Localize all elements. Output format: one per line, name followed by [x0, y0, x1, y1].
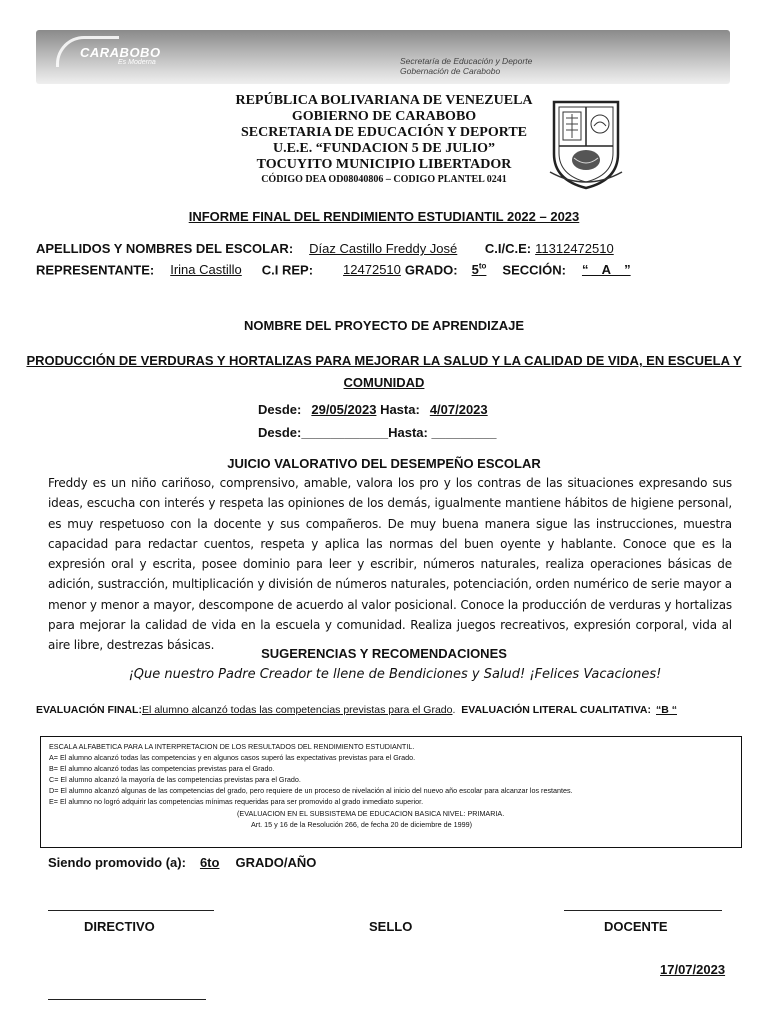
- header-line-2: GOBIERNO DE CARABOBO: [291, 109, 477, 124]
- representative-row: [36, 262, 647, 277]
- evaluation-row: EVALUACIÓN FINAL:El alumno alcanzó todas las competencias previstas para el Grado. EVALUACIÓN LITERAL CUALITATIVA: “B “: [36, 704, 677, 716]
- desde-value: 29/05/2023: [311, 402, 377, 417]
- scale-note-2: Art. 15 y 16 de la Resolución 266, de fecha 20 de diciembre de 1999): [251, 820, 472, 829]
- desde-label: Desde:: [258, 402, 302, 417]
- header-line-1: REPÚBLICA BOLIVARIANA DE VENEZUELA: [235, 93, 533, 108]
- header-line-6: CÓDIGO DEA OD08040806 – CODIGO PLANTEL 0241: [261, 174, 507, 185]
- docente-signature-line: [564, 910, 722, 911]
- grado-superscript: to: [478, 262, 487, 271]
- project-dates-row: [258, 402, 488, 417]
- ci-rep-value: 12472510: [343, 262, 401, 278]
- ci-value: 11312472510: [535, 241, 614, 256]
- docente-label: DOCENTE: [604, 919, 668, 934]
- student-label: APELLIDOS Y NOMBRES DEL ESCOLAR:: [36, 241, 294, 256]
- seccion-value: “ A ”: [581, 262, 631, 278]
- ci-label: C.I/C.E:: [484, 241, 532, 256]
- header-line-3: SECRETARIA DE EDUCACIÓN Y DEPORTE: [240, 125, 528, 140]
- directivo-label: DIRECTIVO: [84, 919, 155, 934]
- logo-text: CARABOBO: [80, 45, 161, 60]
- scale-item-b: B= El alumno alcanzó todas las competencias previstas para el Grado.: [49, 764, 275, 773]
- judgment-body: Freddy es un niño cariñoso, comprensivo, amable, valora los pro y los contras de las situaciones expresando sus ideas, escucha con interés y respeta las opiniones de los demás, igualmente mantiene hábitos de higiene personal, es muy respetuoso con la docente y sus compañeros. De muy buena manera sigue las instrucciones, muestra capacidad para redactar cuentos, respeta y aplica las normas del buen oyente y hablante. Conoce que es la expresión oral y escrita, posee dominio para leer y escribir, números naturales, realiza operaciones básicas de adición, sustracción, multiplicación y división de números naturales, potenciación, orden numérico de serie mayor a menor y menor a mayor, descompone de acuerdo al valor posicional. Conoce la producción de verduras y hortalizas para mejorar la calidad de vida en la escuela y comunidad. Realiza juegos recreativos, expresión corporal, vida al aire libre, destrezas básicas.: [48, 476, 732, 653]
- banner-line-1: Secretaría de Educación y Deporte: [400, 56, 533, 66]
- literal-evaluation-label: EVALUACIÓN LITERAL CUALITATIVA:: [461, 704, 651, 716]
- student-value: Díaz Castillo Freddy José: [309, 241, 458, 256]
- representative-label: REPRESENTANTE:: [36, 262, 155, 278]
- project-dates-blank-row: Desde:____________Hasta: _________: [258, 425, 497, 440]
- project-heading: NOMBRE DEL PROYECTO DE APRENDIZAJE: [243, 318, 525, 333]
- banner-line-2: Gobernación de Carabobo: [400, 66, 501, 76]
- seccion-label: SECCIÓN:: [502, 262, 566, 278]
- student-row: [36, 241, 614, 256]
- scale-item-d: D= El alumno alcanzó algunas de las competencias del grado, pero requiere de un proceso de nivelación al inicio del nuevo año escolar para alcanzar los restantes.: [49, 786, 573, 795]
- promotion-label: Siendo promovido (a):: [48, 855, 186, 870]
- directivo-signature-line: [48, 910, 214, 911]
- project-name-line-2: COMUNIDAD: [343, 375, 425, 390]
- report-title: INFORME FINAL DEL RENDIMIENTO ESTUDIANTIL 2022 – 2023: [188, 209, 580, 224]
- sello-label: SELLO: [369, 919, 413, 934]
- scale-item-a: A= El alumno alcanzó todas las competencias y en algunos casos superó las expectativas previstas para el Grado.: [49, 753, 416, 762]
- grading-scale-box: [40, 736, 742, 848]
- literal-evaluation-value: “B “: [656, 704, 677, 716]
- promotion-row: [48, 855, 316, 870]
- scale-title: ESCALA ALFABETICA PARA LA INTERPRETACION DE LOS RESULTADOS DEL RENDIMIENTO ESTUDIANTIL.: [49, 742, 415, 751]
- final-evaluation-value: El alumno alcanzó todas las competencias previstas para el Grado: [141, 704, 453, 716]
- grado-value: [458, 262, 503, 277]
- extra-signature-line: [48, 999, 206, 1000]
- banner-right-text: [400, 56, 640, 76]
- suggestions-text: ¡Que nuestro Padre Creador te llene de Bendiciones y Salud! ¡Felices Vacaciones!: [128, 667, 662, 682]
- scale-item-c: C= El alumno alcanzó la mayoría de las competencias previstas para el Grado.: [49, 775, 301, 784]
- grado-number: 5: [471, 262, 479, 278]
- suggestions-heading: SUGERENCIAS Y RECOMENDACIONES: [261, 646, 507, 661]
- final-evaluation-label: EVALUACIÓN FINAL:: [36, 704, 142, 716]
- carabobo-logo: [56, 36, 206, 72]
- judgment-heading: JUICIO VALORATIVO DEL DESEMPEÑO ESCOLAR: [227, 456, 541, 471]
- document-date: 17/07/2023: [660, 962, 726, 977]
- hasta-label: Hasta:: [380, 402, 420, 417]
- hasta-value: 4/07/2023: [429, 402, 488, 417]
- header-line-5: TOCUYITO MUNICIPIO LIBERTADOR: [256, 157, 512, 172]
- ci-rep-label: C.I REP:: [261, 262, 314, 278]
- header-line-4: U.E.E. “FUNDACION 5 DE JULIO”: [272, 141, 496, 156]
- coat-of-arms-seal: [548, 96, 624, 192]
- project-name-line-1: PRODUCCIÓN DE VERDURAS Y HORTALIZAS PARA MEJORAR LA SALUD Y LA CALIDAD DE VIDA, EN ESCUELA Y: [26, 353, 742, 368]
- representative-value: Irina Castillo: [170, 262, 242, 278]
- promotion-suffix: GRADO/AÑO: [235, 855, 317, 870]
- logo-subtext: Es Moderna: [118, 59, 156, 66]
- grado-label: GRADO:: [404, 262, 458, 278]
- scale-note-1: (EVALUACION EN EL SUBSISTEMA DE EDUCACION BASICA NIVEL: PRIMARIA.: [237, 809, 505, 818]
- promotion-value: 6to: [199, 855, 220, 870]
- scale-item-e: E= El alumno no logró adquirir las competencias mínimas requeridas para ser promovido al grado inmediato superior.: [49, 797, 424, 806]
